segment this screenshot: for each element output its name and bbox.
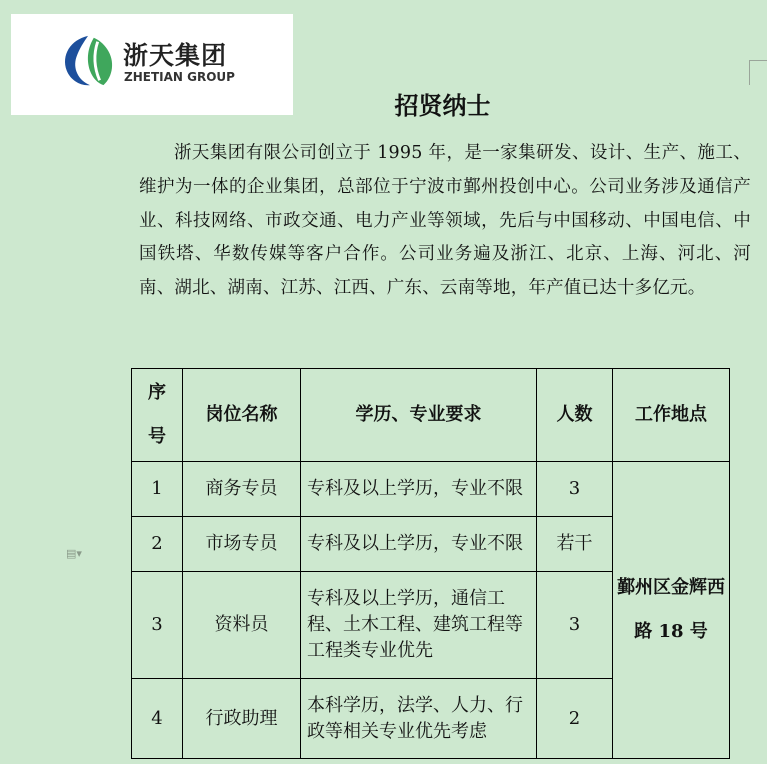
job-table <box>131 368 730 759</box>
header-count: 人数 <box>537 369 613 462</box>
row-count: 若干 <box>537 517 613 572</box>
intro-text: 浙天集团有限公司创立于 1995 年，是一家集研发、设计、生产、施工、维护为一体的企业集团，总部位于宁波市鄞州投创中心。公司业务涉及通信产业、科技网络、市政交通、电力产业等领域，先后与中国移动、中国电信、中国铁塔、华数传媒等客户合作。公司业务遍及浙江、北京、上海、河北、河南、湖北、湖南、江苏、江西、广东、云南等地，年产值已达十多亿元。 <box>139 143 751 299</box>
work-location: 鄞州区金辉西路 18 号 <box>613 462 730 759</box>
row-count: 3 <box>537 572 613 679</box>
row-seq: 3 <box>132 572 183 679</box>
table-row <box>132 462 730 517</box>
zhetian-logo-icon <box>59 32 117 90</box>
row-position: 资料员 <box>183 572 301 679</box>
row-requirement: 本科学历，法学、人力、行政等相关专业优先考虑 <box>301 679 537 759</box>
paste-options-icon[interactable]: ▤▾ <box>66 547 82 560</box>
row-seq: 1 <box>132 462 183 517</box>
page-title: 招贤纳士 <box>394 91 491 120</box>
logo-chinese-text: 浙天集团 <box>123 41 228 70</box>
intro-paragraph <box>139 137 751 306</box>
table-header-row <box>132 369 730 462</box>
row-position: 市场专员 <box>183 517 301 572</box>
row-requirement: 专科及以上学历，通信工程、土木工程、建筑工程等工程类专业优先 <box>301 572 537 679</box>
row-seq: 4 <box>132 679 183 759</box>
row-count: 2 <box>537 679 613 759</box>
header-position: 岗位名称 <box>183 369 301 462</box>
row-requirement: 专科及以上学历，专业不限 <box>301 517 537 572</box>
header-requirement: 学历、专业要求 <box>301 369 537 462</box>
row-position: 商务专员 <box>183 462 301 517</box>
header-seq: 序号 <box>132 369 183 462</box>
logo-english-text: ZHETIAN GROUP <box>124 70 235 84</box>
row-count: 3 <box>537 462 613 517</box>
row-requirement: 专科及以上学历，专业不限 <box>301 462 537 517</box>
page-corner-marker <box>749 60 767 85</box>
row-position: 行政助理 <box>183 679 301 759</box>
row-seq: 2 <box>132 517 183 572</box>
header-location: 工作地点 <box>613 369 730 462</box>
